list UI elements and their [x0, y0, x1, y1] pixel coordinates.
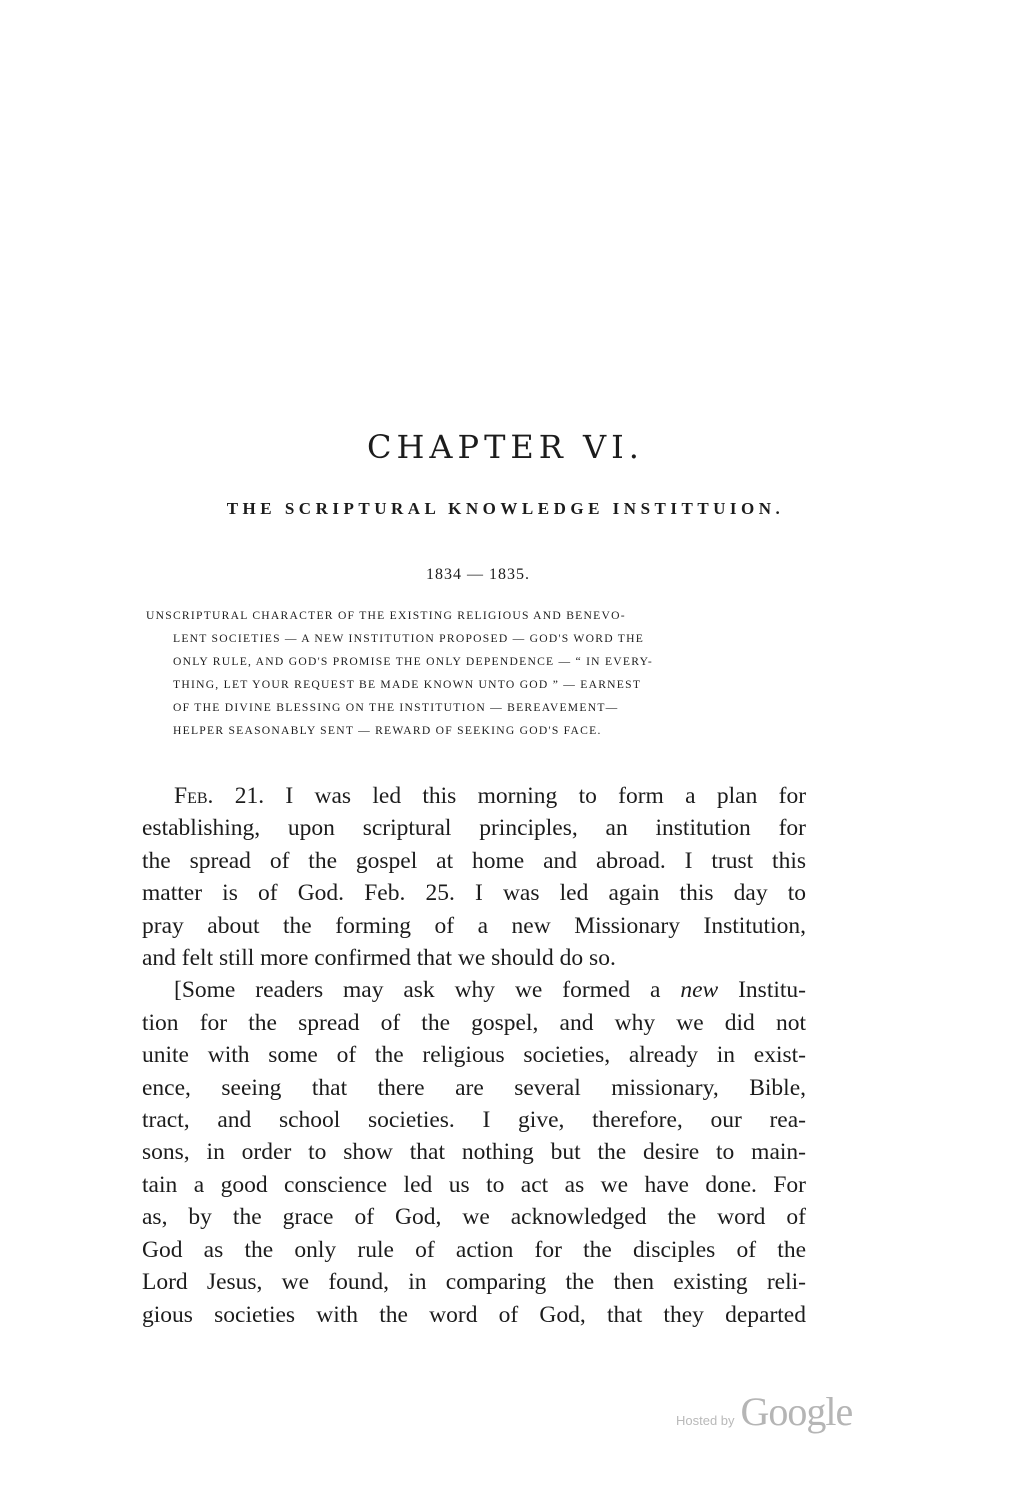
paragraph-line: God as the only rule of action for the disciples of the — [142, 1236, 806, 1263]
chapter-subtitle: THE SCRIPTURAL KNOWLEDGE INSTITTUION. — [226, 499, 785, 518]
chapter-summary — [146, 604, 816, 742]
hosted-by-watermark — [676, 1388, 852, 1435]
summary-line: UNSCRIPTURAL CHARACTER OF THE EXISTING RELIGIOUS AND BENEVO- — [146, 609, 626, 622]
paragraph — [142, 780, 806, 974]
paragraph-line: establishing, upon scriptural principles, an institution for — [142, 815, 806, 842]
paragraph-line: as, by the grace of God, we acknowledged the word of — [142, 1204, 806, 1231]
paragraph-line: tion for the spread of the gospel, and why we did not — [142, 1009, 806, 1036]
paragraph — [142, 974, 806, 1330]
paragraph-line: and felt still more confirmed that we should do so. — [142, 945, 616, 972]
paragraph-line: the spread of the gospel at home and abroad. I trust this — [142, 847, 806, 874]
line-text: [Some readers may ask why we formed a — [174, 977, 681, 1004]
chapter-years: 1834 — 1835. — [426, 566, 530, 583]
date-lead: Feb. 21. — [174, 783, 265, 809]
paragraph-line: matter is of God. Feb. 25. I was led again this day to — [142, 880, 806, 907]
paragraph-line: tract, and school societies. I give, therefore, our rea- — [142, 1107, 806, 1134]
chapter-title: CHAPTER VI. — [367, 428, 644, 466]
summary-line: HELPER SEASONABLY SENT — REWARD OF SEEKING GOD'S FACE. — [173, 724, 602, 737]
paragraph-line: Lord Jesus, we found, in comparing the then existing reli- — [142, 1269, 806, 1296]
body-text — [142, 780, 806, 1331]
line-text: Institu- — [718, 977, 806, 1004]
paragraph-line: tain a good conscience led us to act as we have done. For — [142, 1171, 806, 1198]
hosted-label: Hosted by — [676, 1413, 735, 1428]
paragraph-line: sons, in order to show that nothing but the desire to main- — [142, 1139, 806, 1166]
paragraph-line: pray about the forming of a new Missionary Institution, — [142, 912, 806, 939]
italic-word: new — [680, 977, 719, 1004]
summary-line: OF THE DIVINE BLESSING ON THE INSTITUTION — BEREAVEMENT— — [173, 701, 619, 714]
summary-line: LENT SOCIETIES — A NEW INSTITUTION PROPOSED — GOD'S WORD THE — [173, 632, 645, 645]
paragraph-line: unite with some of the religious societies, already in exist- — [142, 1042, 806, 1069]
summary-line: THING, LET YOUR REQUEST BE MADE KNOWN UNTO GOD ” — EARNEST — [173, 678, 642, 691]
line-text: I was led this morning to form a plan for — [285, 783, 807, 809]
summary-line: ONLY RULE, AND GOD'S PROMISE THE ONLY DEPENDENCE — “ IN EVERY- — [173, 655, 654, 668]
paragraph-line: ence, seeing that there are several missionary, Bible, — [142, 1074, 806, 1101]
paragraph-line — [142, 780, 806, 812]
google-logo: Google — [740, 1389, 853, 1434]
paragraph-line: gious societies with the word of God, that they departed — [142, 1301, 806, 1328]
paragraph-line — [142, 974, 806, 1006]
